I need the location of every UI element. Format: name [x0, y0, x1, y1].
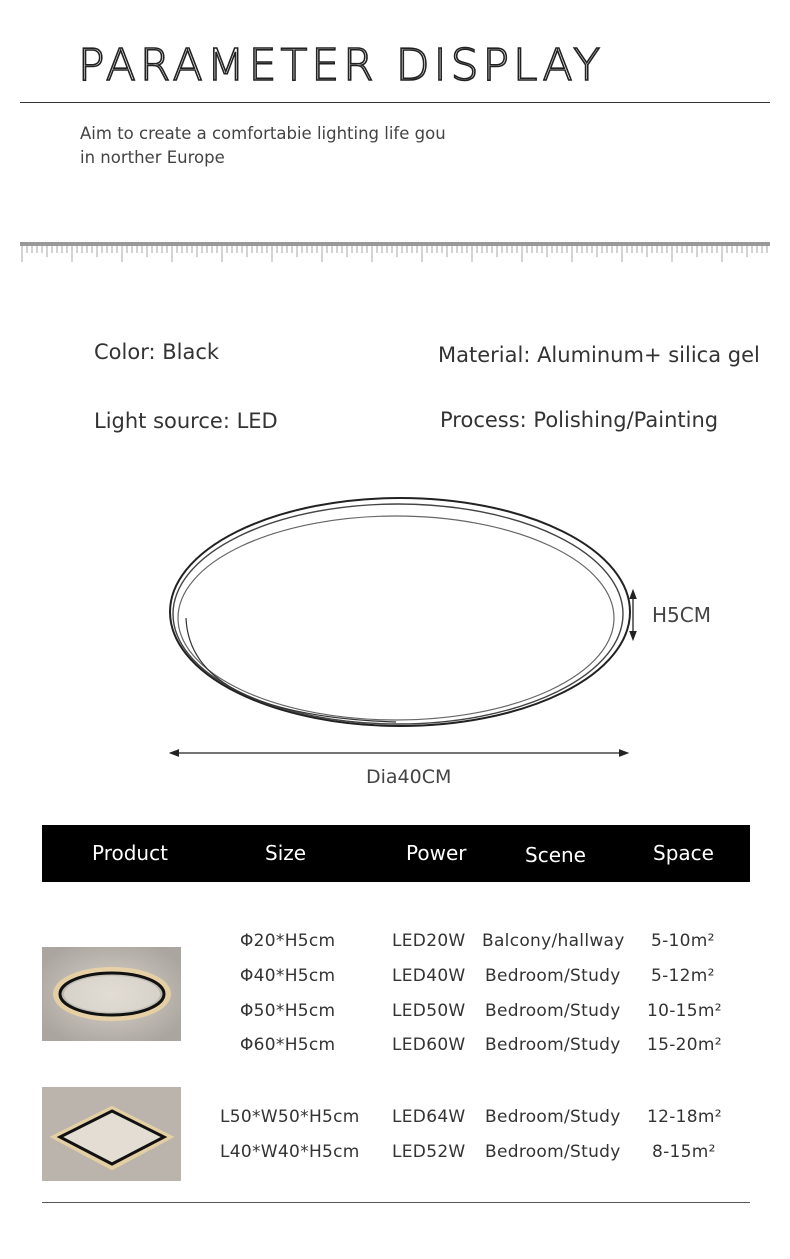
diameter-label: Dia40CM: [366, 766, 452, 788]
header-scene: Scene: [525, 843, 586, 867]
spec-color: Color: Black: [94, 340, 220, 364]
height-label: H5CM: [652, 603, 711, 627]
table-header: [42, 825, 750, 882]
table-cell-space: 5-10m²: [651, 931, 715, 951]
header-size: Size: [265, 841, 307, 865]
spec-material: Material: Aluminum+ silica gel: [438, 343, 760, 367]
title-divider: [20, 102, 770, 103]
ruler-divider: [20, 242, 770, 266]
table-cell-power: LED20W: [392, 931, 466, 951]
table-cell-power: LED52W: [392, 1142, 466, 1162]
table-cell-power: LED60W: [392, 1035, 466, 1055]
table-cell-size: L50*W50*H5cm: [220, 1107, 360, 1127]
lamp-outline: [170, 498, 630, 726]
table-cell-space: 12-18m²: [647, 1107, 722, 1127]
table-cell-scene: Bedroom/Study: [485, 1001, 621, 1021]
table-cell-size: L40*W40*H5cm: [220, 1142, 360, 1162]
table-cell-space: 5-12m²: [651, 966, 715, 986]
table-cell-scene: Bedroom/Study: [485, 1035, 621, 1055]
header-space: Space: [653, 841, 714, 865]
table-cell-space: 15-20m²: [647, 1035, 722, 1055]
table-cell-power: LED64W: [392, 1107, 466, 1127]
square-light-thumbnail: [42, 1087, 181, 1181]
table-cell-space: 10-15m²: [647, 1001, 722, 1021]
header-power: Power: [406, 841, 467, 865]
table-cell-scene: Balcony/hallway: [482, 931, 625, 951]
table-cell-power: LED50W: [392, 1001, 466, 1021]
table-cell-size: Φ20*H5cm: [240, 931, 336, 951]
spec-process: Process: Polishing/Painting: [440, 408, 719, 432]
spec-light-source: Light source: LED: [94, 409, 278, 433]
header-product: Product: [92, 841, 168, 865]
table-cell-power: LED40W: [392, 966, 466, 986]
subtitle-line-2: in norther Europe: [80, 148, 225, 167]
table-cell-scene: Bedroom/Study: [485, 1142, 621, 1162]
table-cell-scene: Bedroom/Study: [485, 1107, 621, 1127]
table-cell-size: Φ40*H5cm: [240, 966, 336, 986]
table-cell-scene: Bedroom/Study: [485, 966, 621, 986]
table-cell-size: Φ60*H5cm: [240, 1035, 336, 1055]
lamp-diagram: [0, 490, 790, 800]
table-cell-size: Φ50*H5cm: [240, 1001, 336, 1021]
page-title: PARAMETER DISPLAY: [78, 40, 605, 91]
table-bottom-divider: [42, 1202, 750, 1203]
round-light-thumbnail: [42, 947, 181, 1041]
subtitle: [80, 122, 600, 170]
table-cell-space: 8-15m²: [652, 1142, 716, 1162]
subtitle-line-1: Aim to create a comfortabie lighting life gou: [80, 124, 446, 143]
